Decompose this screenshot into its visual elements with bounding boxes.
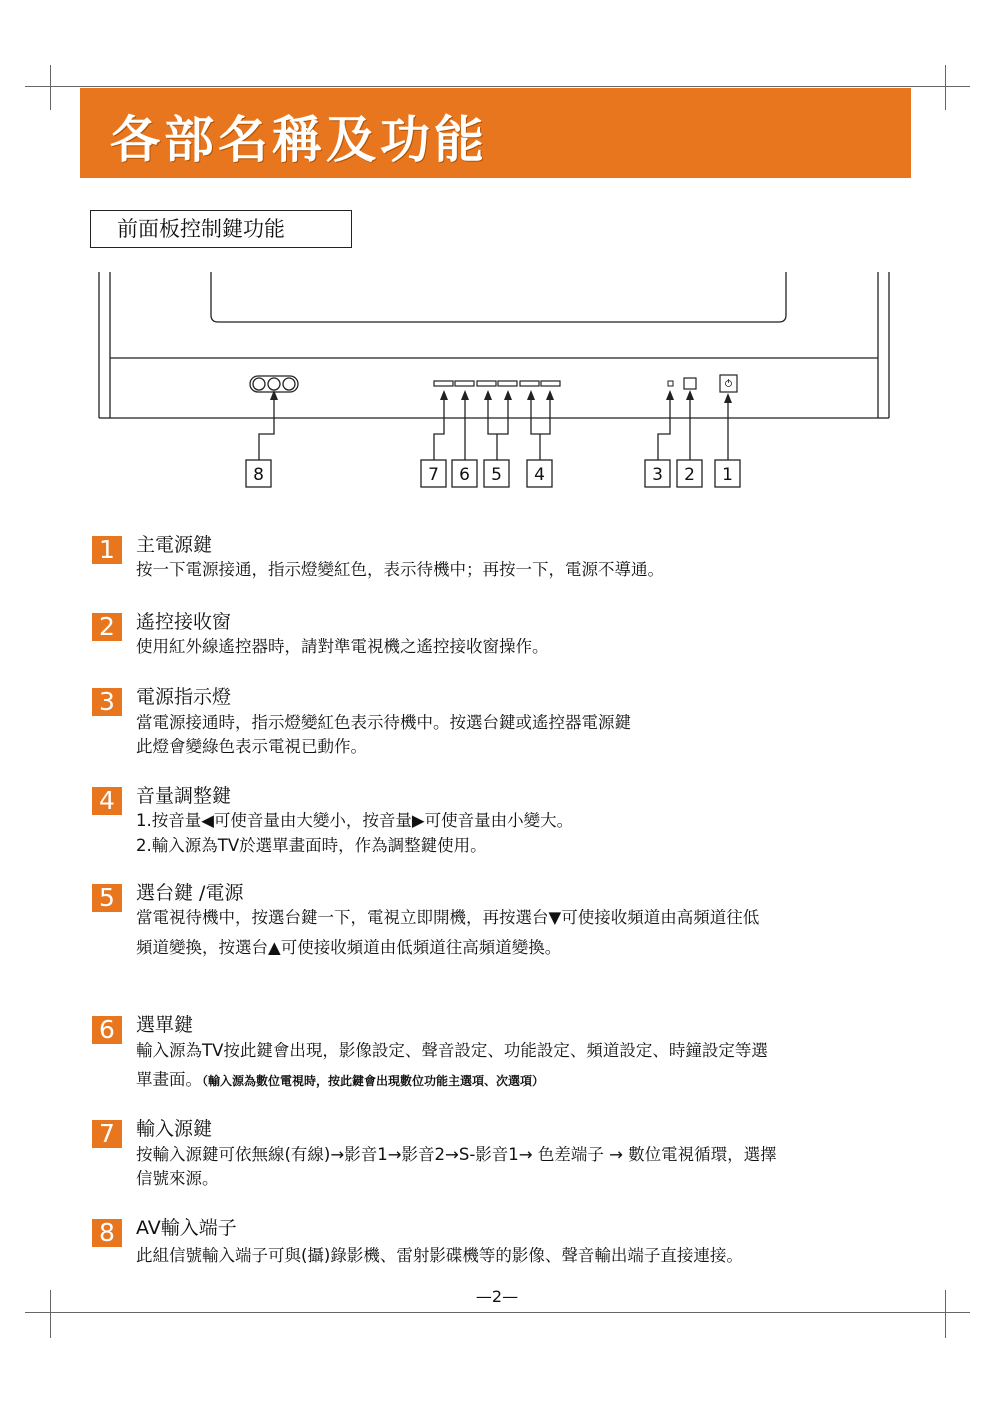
item-title: 遙控接收窗 bbox=[136, 611, 232, 633]
item-power-indicator bbox=[92, 682, 922, 757]
page-title: 各部名稱及功能 bbox=[110, 111, 488, 169]
item-description: 按輸入源鍵可依無線(有線)→影音1→影音2→S-影音1→ 色差端子 → 數位電視循環，選擇 bbox=[136, 1145, 777, 1164]
item-title: 選台鍵 /電源 bbox=[136, 882, 244, 904]
item-description: 按一下電源接通，指示燈變紅色，表示待機中；再按一下，電源不導通。 bbox=[136, 560, 664, 579]
diagram-label: 3 bbox=[652, 465, 663, 485]
item-remote-receiver bbox=[92, 607, 922, 657]
item-note: （輸入源為數位電視時，按此鍵會出現數位功能主選項、次選項） bbox=[202, 1074, 545, 1088]
front-panel-diagram bbox=[0, 0, 994, 520]
item-description: 當電源接通時，指示燈變紅色表示待機中。按選台鍵或遙控器電源鍵 bbox=[136, 713, 631, 732]
item-title: 音量調整鍵 bbox=[136, 785, 232, 807]
item-number-badge: 7 bbox=[92, 1120, 122, 1148]
item-description: 頻道變換，按選台▲可使接收頻道由低頻道往高頻道變換。 bbox=[136, 938, 562, 957]
item-description: 2.輸入源為TV於選單畫面時，作為調整鍵使用。 bbox=[136, 836, 487, 855]
item-volume-keys bbox=[92, 781, 922, 856]
item-number-badge: 1 bbox=[92, 536, 122, 564]
crop-mark bbox=[25, 1312, 970, 1313]
diagram-label: 6 bbox=[459, 465, 470, 485]
diagram-label: 4 bbox=[534, 465, 545, 485]
item-menu-key bbox=[92, 1010, 922, 1090]
item-description: 當電視待機中，按選台鍵一下，電視立即開機，再按選台▼可使接收頻道由高頻道往低 bbox=[136, 908, 760, 927]
item-input-source-key bbox=[92, 1114, 922, 1189]
diagram-label: 8 bbox=[253, 465, 264, 485]
item-description-text: 單畫面。 bbox=[136, 1070, 202, 1089]
remote-receiver-icon bbox=[684, 378, 696, 389]
diagram-label: 2 bbox=[684, 465, 695, 485]
item-description: 輸入源為TV按此鍵會出現，影像設定、聲音設定、功能設定、頻道設定、時鐘設定等選 bbox=[136, 1041, 768, 1060]
item-av-input bbox=[92, 1213, 922, 1268]
item-description: 使用紅外線遙控器時，請對準電視機之遙控接收窗操作。 bbox=[136, 637, 549, 656]
item-description bbox=[136, 1066, 544, 1090]
diagram-label: 7 bbox=[428, 465, 439, 485]
item-main-power bbox=[92, 530, 922, 580]
item-number-badge: 6 bbox=[92, 1016, 122, 1044]
item-description: 此燈會變綠色表示電視已動作。 bbox=[136, 737, 367, 756]
section-title: 前面板控制鍵功能 bbox=[90, 210, 352, 248]
item-number-badge: 3 bbox=[92, 688, 122, 716]
front-button-strip bbox=[434, 381, 560, 386]
item-title: 選單鍵 bbox=[136, 1014, 194, 1036]
diagram-label: 1 bbox=[722, 465, 733, 485]
power-indicator-icon bbox=[668, 381, 673, 386]
item-number-badge: 4 bbox=[92, 787, 122, 815]
item-title: 主電源鍵 bbox=[136, 534, 213, 556]
item-title: 輸入源鍵 bbox=[136, 1118, 213, 1140]
item-description: 信號來源。 bbox=[136, 1169, 219, 1188]
diagram-label: 5 bbox=[491, 465, 502, 485]
item-number-badge: 8 bbox=[92, 1219, 122, 1247]
item-number-badge: 2 bbox=[92, 613, 122, 641]
page-number: —2— bbox=[475, 1287, 519, 1306]
item-channel-keys bbox=[92, 878, 922, 958]
item-title: AV輸入端子 bbox=[136, 1217, 237, 1239]
item-description: 此組信號輸入端子可與(攝)錄影機、雷射影碟機等的影像、聲音輸出端子直接連接。 bbox=[136, 1246, 743, 1265]
power-button-icon bbox=[720, 375, 737, 392]
item-description: 1.按音量◀可使音量由大變小，按音量▶可使音量由小變大。 bbox=[136, 811, 574, 830]
item-number-badge: 5 bbox=[92, 884, 122, 912]
av-input-jacks bbox=[250, 376, 298, 392]
item-title: 電源指示燈 bbox=[136, 686, 232, 708]
